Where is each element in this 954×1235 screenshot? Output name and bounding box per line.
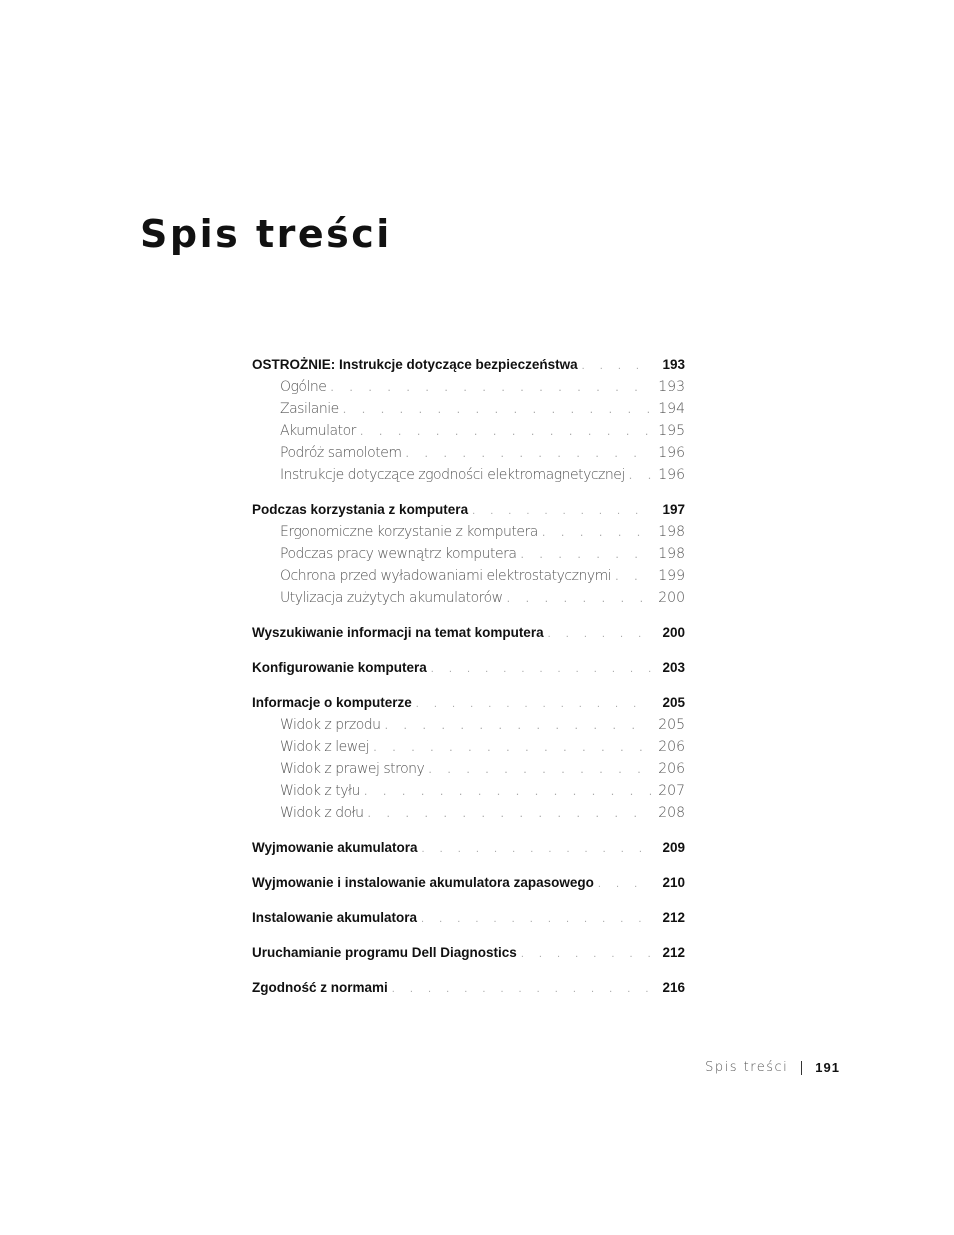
toc-section-entry[interactable] bbox=[252, 977, 685, 999]
toc-entry-page-number: 208 bbox=[658, 805, 685, 821]
toc-entry-title: Wyjmowanie akumulatora bbox=[252, 840, 418, 855]
toc-section-entry[interactable] bbox=[252, 692, 685, 714]
page-title: Spis treści bbox=[140, 212, 392, 256]
dot-leader bbox=[629, 465, 651, 487]
page-footer bbox=[705, 1060, 840, 1075]
toc-section bbox=[252, 622, 685, 644]
toc-section bbox=[252, 837, 685, 859]
toc-entry-page-number: 205 bbox=[658, 717, 685, 733]
dot-leader bbox=[615, 566, 651, 588]
toc-subsection-entry[interactable] bbox=[252, 780, 685, 802]
dot-leader bbox=[330, 377, 651, 399]
toc-entry-title: Ochrona przed wyładowaniami elektrostatycznymi bbox=[280, 568, 612, 584]
toc-entry-page-number: 196 bbox=[658, 445, 685, 461]
toc-entry-page-number: 209 bbox=[662, 840, 685, 855]
dot-leader bbox=[548, 623, 651, 645]
toc-entry-title: Instrukcje dotyczące zgodności elektromagnetycznej bbox=[280, 467, 625, 483]
toc-section bbox=[252, 692, 685, 824]
toc-subsection-entry[interactable] bbox=[252, 802, 685, 824]
toc-entry-title: Ogólne bbox=[280, 379, 327, 395]
toc-entry-page-number: 199 bbox=[658, 568, 685, 584]
toc-subsection-entry[interactable] bbox=[252, 420, 685, 442]
toc-entry-title: Wyszukiwanie informacji na temat komputera bbox=[252, 625, 544, 640]
dot-leader bbox=[360, 421, 651, 443]
toc-entry-page-number: 206 bbox=[658, 739, 685, 755]
toc-entry-title: Zgodność z normami bbox=[252, 980, 388, 995]
toc-subsection-entry[interactable] bbox=[252, 587, 685, 609]
dot-leader bbox=[392, 978, 651, 1000]
footer-divider bbox=[801, 1061, 802, 1075]
toc-entry-page-number: 196 bbox=[658, 467, 685, 483]
toc-subsection-entry[interactable] bbox=[252, 442, 685, 464]
dot-leader bbox=[385, 715, 651, 737]
dot-leader bbox=[507, 588, 651, 610]
dot-leader bbox=[428, 759, 651, 781]
toc-section-entry[interactable] bbox=[252, 942, 685, 964]
toc-section-entry[interactable] bbox=[252, 872, 685, 894]
toc-section bbox=[252, 907, 685, 929]
toc-entry-title: Instalowanie akumulatora bbox=[252, 910, 418, 925]
toc-section-entry[interactable] bbox=[252, 907, 685, 929]
dot-leader bbox=[598, 873, 651, 895]
dot-leader bbox=[422, 838, 651, 860]
toc-subsection-entry[interactable] bbox=[252, 758, 685, 780]
footer-section-label: Spis treści bbox=[705, 1060, 789, 1075]
toc-entry-title: Wyjmowanie i instalowanie akumulatora zapasowego bbox=[252, 875, 594, 890]
toc-section-entry[interactable] bbox=[252, 657, 685, 679]
toc-entry-page-number: 212 bbox=[662, 945, 685, 960]
dot-leader bbox=[431, 658, 651, 680]
toc-section bbox=[252, 499, 685, 609]
dot-leader bbox=[343, 399, 651, 421]
toc-entry-title: OSTROŻNIE: Instrukcje dotyczące bezpieczeństwa bbox=[252, 357, 578, 372]
dot-leader bbox=[373, 737, 651, 759]
toc-entry-title: Konfigurowanie komputera bbox=[252, 660, 427, 675]
dot-leader bbox=[368, 803, 651, 825]
dot-leader bbox=[364, 781, 651, 803]
toc-entry-page-number: 212 bbox=[662, 910, 685, 925]
dot-leader bbox=[521, 943, 651, 965]
toc-entry-page-number: 198 bbox=[658, 546, 685, 562]
toc-entry-page-number: 203 bbox=[662, 660, 685, 675]
toc-entry-title: Ergonomiczne korzystanie z komputera bbox=[280, 524, 538, 540]
toc-entry-page-number: 207 bbox=[658, 783, 685, 799]
dot-leader bbox=[472, 500, 651, 522]
toc-entry-title: Zasilanie bbox=[280, 401, 339, 417]
toc-entry-title: Widok z lewej bbox=[280, 739, 370, 755]
toc-entry-title: Uruchamianie programu Dell Diagnostics bbox=[252, 945, 517, 960]
toc-entry-page-number: 194 bbox=[658, 401, 685, 417]
toc-subsection-entry[interactable] bbox=[252, 376, 685, 398]
toc-entry-page-number: 205 bbox=[662, 695, 685, 710]
toc-entry-title: Widok z prawej strony bbox=[280, 761, 425, 777]
toc-entry-page-number: 197 bbox=[662, 502, 685, 517]
toc-entry-title: Podróż samolotem bbox=[280, 445, 402, 461]
toc-entry-page-number: 193 bbox=[662, 357, 685, 372]
toc-entry-title: Podczas korzystania z komputera bbox=[252, 502, 469, 517]
toc-subsection-entry[interactable] bbox=[252, 736, 685, 758]
toc-section bbox=[252, 872, 685, 894]
toc-subsection-entry[interactable] bbox=[252, 565, 685, 587]
toc-entry-page-number: 216 bbox=[662, 980, 685, 995]
toc-section-entry[interactable] bbox=[252, 622, 685, 644]
dot-leader bbox=[520, 544, 651, 566]
toc-subsection-entry[interactable] bbox=[252, 398, 685, 420]
toc-entry-page-number: 198 bbox=[658, 524, 685, 540]
toc-entry-page-number: 200 bbox=[658, 590, 685, 606]
toc-entry-title: Informacje o komputerze bbox=[252, 695, 412, 710]
toc-entry-title: Podczas pracy wewnątrz komputera bbox=[280, 546, 517, 562]
toc-section bbox=[252, 657, 685, 679]
toc-entry-page-number: 200 bbox=[662, 625, 685, 640]
dot-leader bbox=[582, 355, 651, 377]
toc-entry-page-number: 210 bbox=[662, 875, 685, 890]
toc-entry-title: Widok z dołu bbox=[280, 805, 364, 821]
toc-section-entry[interactable] bbox=[252, 499, 685, 521]
toc-entry-title: Utylizacja zużytych akumulatorów bbox=[280, 590, 503, 606]
toc-entry-title: Akumulator bbox=[280, 423, 356, 439]
footer-page-number: 191 bbox=[815, 1060, 840, 1075]
dot-leader bbox=[421, 908, 651, 930]
toc-section-entry[interactable] bbox=[252, 837, 685, 859]
toc-section bbox=[252, 942, 685, 964]
toc-entry-title: Widok z przodu bbox=[280, 717, 381, 733]
toc-entry-page-number: 206 bbox=[658, 761, 685, 777]
toc-subsection-entry[interactable] bbox=[252, 543, 685, 565]
dot-leader bbox=[542, 522, 651, 544]
dot-leader bbox=[416, 693, 651, 715]
toc-entry-page-number: 193 bbox=[658, 379, 685, 395]
toc-subsection-entry[interactable] bbox=[252, 521, 685, 543]
toc-entry-page-number: 195 bbox=[658, 423, 685, 439]
toc-entry-title: Widok z tyłu bbox=[280, 783, 360, 799]
toc-section bbox=[252, 354, 685, 486]
toc-subsection-entry[interactable] bbox=[252, 464, 685, 486]
dot-leader bbox=[405, 443, 651, 465]
toc-section-entry[interactable] bbox=[252, 354, 685, 376]
toc-subsection-entry[interactable] bbox=[252, 714, 685, 736]
table-of-contents bbox=[252, 354, 685, 1012]
toc-section bbox=[252, 977, 685, 999]
